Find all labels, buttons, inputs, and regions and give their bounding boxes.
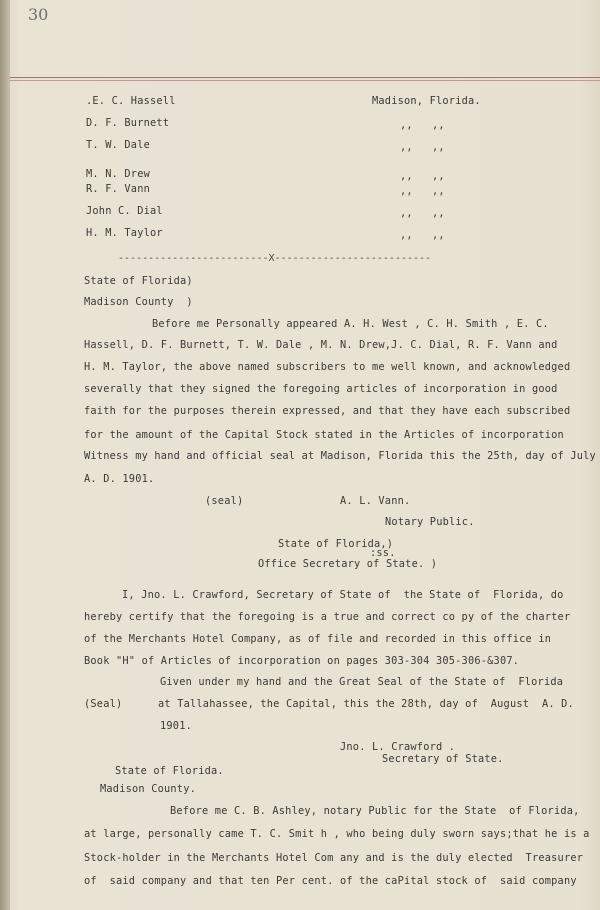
page-number: 30 <box>28 5 49 24</box>
cert-given-line: Given under my hand and the Great Seal of the State of Florida <box>160 676 564 688</box>
ack-line: A. D. 1901. <box>84 473 155 485</box>
subscriber-residence: ,, ,, <box>400 141 445 153</box>
cert-given-year: 1901. <box>160 720 192 732</box>
seal-mark: (seal) <box>205 495 244 507</box>
affidavit-line: Before me C. B. Ashley, notary Public for the State of Florida, <box>170 805 580 817</box>
ack-line: faith for the purposes therein expressed, and that they have each subscribed <box>84 405 571 417</box>
subscriber-residence: ,, ,, <box>400 207 445 219</box>
section-separator: -------------------------X-------------------------- <box>118 253 432 264</box>
cert-signature: Jno. L. Crawford . <box>340 741 456 753</box>
ack-line: severally that they signed the foregoing articles of incorporation in good <box>84 383 558 395</box>
subscriber-name: .E. C. Hassell <box>86 95 176 107</box>
ack-line: H. M. Taylor, the above named subscribers to me well known, and acknowledged <box>84 361 571 373</box>
affidavit-venue-county: Madison County. <box>100 783 196 795</box>
subscriber-name: T. W. Dale <box>86 139 150 151</box>
affidavit-line: of said company and that ten Per cent. of the caPital stock of said company <box>84 875 577 887</box>
affidavit-line: at large, personally came T. C. Smit h , who being duly sworn says;that he is a <box>84 828 590 840</box>
cert-signer-title: Secretary of State. <box>382 753 504 765</box>
cert-venue-office: Office Secretary of State. ) <box>258 558 438 570</box>
subscriber-name: R. F. Vann <box>86 183 150 195</box>
subscriber-name: M. N. Drew <box>86 168 150 180</box>
notary-title: Notary Public. <box>385 516 475 528</box>
subscriber-residence: ,, ,, <box>400 119 445 131</box>
page-binding <box>0 0 10 910</box>
subscriber-residence: ,, ,, <box>400 185 445 197</box>
cert-venue-ss: :ss. <box>370 547 396 559</box>
subscriber-name: D. F. Burnett <box>86 117 170 129</box>
cert-line: hereby certify that the foregoing is a true and correct co py of the charter <box>84 611 571 623</box>
ack-line: for the amount of the Capital Stock stated in the Articles of incorporation <box>84 429 564 441</box>
affidavit-venue-state: State of Florida. <box>115 765 224 777</box>
header-rule <box>10 77 600 78</box>
header-rule-secondary <box>10 80 600 81</box>
venue-county: Madison County ) <box>84 296 193 308</box>
notary-signature: A. L. Vann. <box>340 495 411 507</box>
cert-given-line: at Tallahassee, the Capital, this the 28th, day of August A. D. <box>158 698 574 710</box>
ack-line: Witness my hand and official seal at Madison, Florida this the 25th, day of July <box>84 450 596 462</box>
affidavit-line: Stock-holder in the Merchants Hotel Com any and is the duly elected Treasurer <box>84 852 584 864</box>
venue-state: State of Florida) <box>84 275 193 287</box>
cert-venue-state: State of Florida,) <box>278 538 394 550</box>
cert-seal-mark: (Seal) <box>84 698 123 710</box>
cert-line: Book "H" of Articles of incorporation on pages 303-304 305-306-&307. <box>84 655 520 667</box>
subscriber-name: John C. Dial <box>86 205 163 217</box>
subscriber-residence: ,, ,, <box>400 229 445 241</box>
subscriber-residence: Madison, Florida. <box>372 95 481 107</box>
subscriber-residence: ,, ,, <box>400 170 445 182</box>
cert-line: of the Merchants Hotel Company, as of file and recorded in this office in <box>84 633 552 645</box>
ack-line: Before me Personally appeared A. H. West , C. H. Smith , E. C. <box>152 318 549 330</box>
subscriber-name: H. M. Taylor <box>86 227 163 239</box>
ack-line: Hassell, D. F. Burnett, T. W. Dale , M. N. Drew,J. C. Dial, R. F. Vann and <box>84 339 558 351</box>
cert-line: I, Jno. L. Crawford, Secretary of State of the State of Florida, do <box>122 589 564 601</box>
